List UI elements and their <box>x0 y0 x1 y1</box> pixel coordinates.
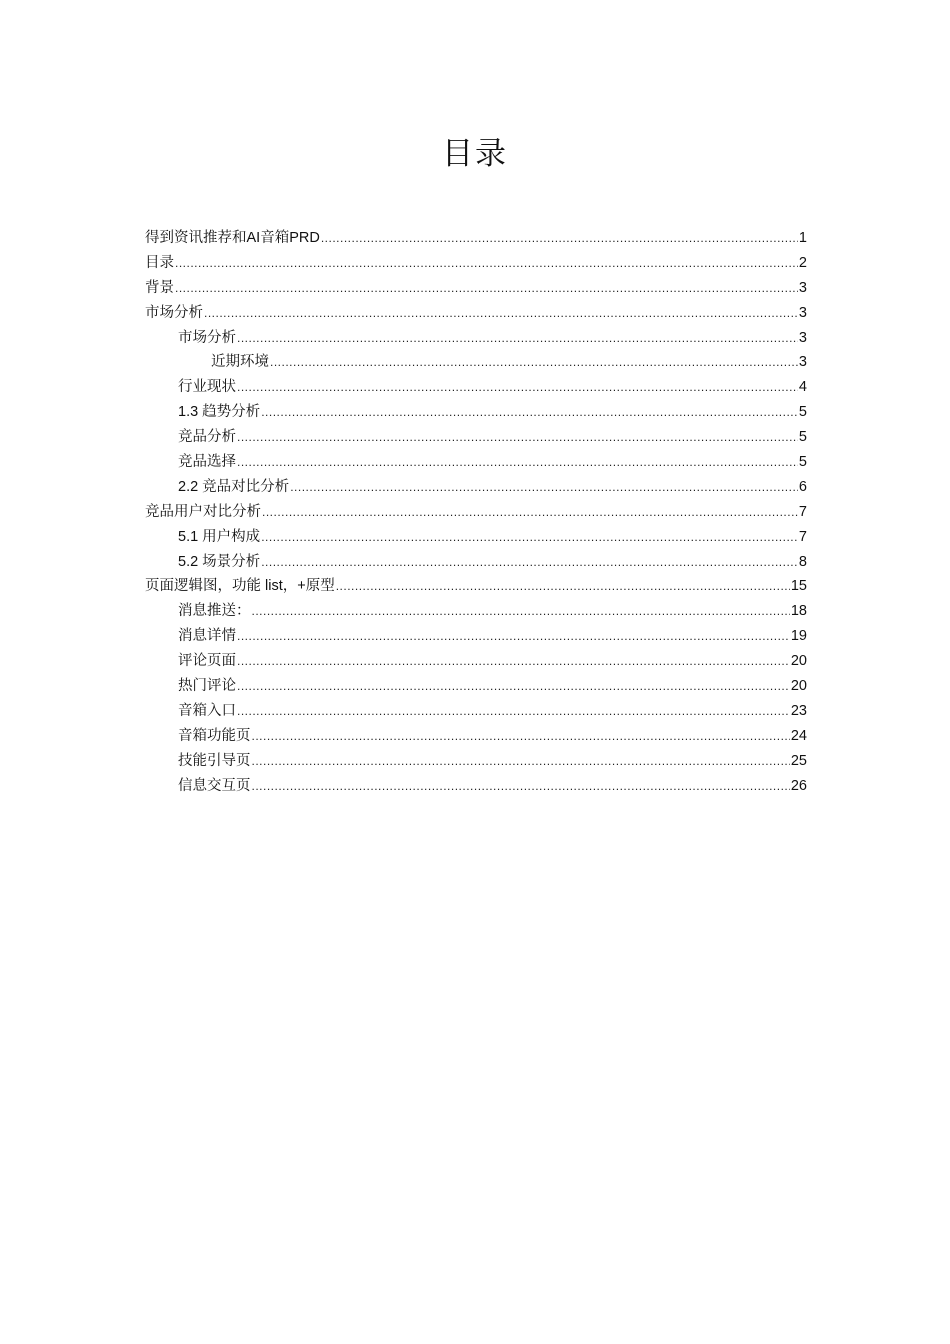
toc-entry-text: 背景 <box>145 279 174 296</box>
toc-entry[interactable] <box>145 550 807 575</box>
toc-page-number: 23 <box>790 702 807 719</box>
toc-dot-leader <box>237 674 790 699</box>
toc-entry-text: 市场分析 <box>145 304 203 321</box>
toc-dot-leader <box>270 350 798 375</box>
toc-entry-text: 评论页面 <box>178 653 236 670</box>
toc-page-number: 5 <box>798 454 807 471</box>
toc-entry-text: 竞品用户对比分析 <box>145 503 261 520</box>
toc-entry-text: 行业现状 <box>178 379 236 396</box>
toc-page-number: 26 <box>790 777 807 794</box>
toc-entry[interactable] <box>145 674 807 699</box>
toc-entry-text: 音箱功能页 <box>178 727 251 744</box>
toc-entry[interactable] <box>145 375 807 400</box>
toc-dot-leader <box>237 649 790 674</box>
toc-page-number: 19 <box>790 628 807 645</box>
toc-page-number: 5 <box>798 404 807 421</box>
toc-entry[interactable] <box>145 649 807 674</box>
toc-entry-text: 竞品选择 <box>178 454 236 471</box>
toc-page-number: 3 <box>798 354 807 371</box>
toc-dot-leader <box>252 749 790 774</box>
toc-entry[interactable] <box>145 525 807 550</box>
toc-dot-leader <box>290 475 798 500</box>
toc-page-number: 3 <box>798 304 807 321</box>
toc-dot-leader <box>261 525 798 550</box>
toc-page-number: 8 <box>798 553 807 570</box>
toc-dot-leader <box>252 724 790 749</box>
toc-dot-leader <box>252 599 790 624</box>
toc-dot-leader <box>237 375 798 400</box>
toc-page-number: 6 <box>798 478 807 495</box>
toc-entry-text: 竞品分析 <box>178 429 236 446</box>
toc-entry[interactable] <box>145 475 807 500</box>
toc-entry-text: 2.2 竞品对比分析 <box>178 478 290 495</box>
toc-title: 目录 <box>442 136 508 172</box>
toc-dot-leader <box>321 226 798 251</box>
toc-page-number: 15 <box>790 578 807 595</box>
toc-dot-leader <box>237 326 798 351</box>
toc-entry[interactable] <box>145 276 807 301</box>
toc-list <box>145 226 807 798</box>
toc-dot-leader <box>262 500 798 525</box>
toc-dot-leader <box>204 301 798 326</box>
toc-dot-leader <box>175 276 798 301</box>
toc-dot-leader <box>237 699 790 724</box>
toc-entry-text: 音箱入口 <box>178 702 236 719</box>
toc-page-number: 2 <box>798 254 807 271</box>
toc-entry-text: 5.1 用户构成 <box>178 528 261 545</box>
toc-page-number: 18 <box>790 603 807 620</box>
toc-entry[interactable] <box>145 599 807 624</box>
toc-entry-text: 市场分析 <box>178 329 236 346</box>
toc-entry[interactable] <box>145 774 807 799</box>
toc-dot-leader <box>261 550 798 575</box>
toc-page-number: 20 <box>790 678 807 695</box>
toc-entry-text: 热门评论 <box>178 678 236 695</box>
toc-entry[interactable] <box>145 724 807 749</box>
toc-entry[interactable] <box>145 624 807 649</box>
toc-dot-leader <box>237 425 798 450</box>
toc-dot-leader <box>252 774 790 799</box>
toc-entry-text: 近期环境 <box>211 354 269 371</box>
toc-page-number: 1 <box>798 230 807 246</box>
toc-entry-text: 消息推送： <box>178 603 251 620</box>
toc-entry[interactable] <box>145 251 807 276</box>
toc-entry[interactable] <box>145 425 807 450</box>
toc-entry[interactable] <box>145 350 807 375</box>
toc-entry[interactable] <box>145 400 807 425</box>
toc-page-number: 24 <box>790 727 807 744</box>
toc-entry[interactable] <box>145 226 807 251</box>
toc-dot-leader <box>237 450 798 475</box>
toc-page-number: 4 <box>798 379 807 396</box>
toc-entry-text: 得到资讯推荐和AI音箱PRD <box>145 230 320 246</box>
toc-page-number: 7 <box>798 503 807 520</box>
toc-dot-leader <box>237 624 790 649</box>
toc-dot-leader <box>261 400 798 425</box>
toc-entry-text: 技能引导页 <box>178 752 251 769</box>
toc-entry[interactable] <box>145 500 807 525</box>
toc-entry[interactable] <box>145 574 807 599</box>
toc-entry[interactable] <box>145 301 807 326</box>
toc-page-number: 7 <box>798 528 807 545</box>
toc-page-number: 3 <box>798 279 807 296</box>
toc-page-number: 3 <box>798 329 807 346</box>
toc-page-number: 20 <box>790 653 807 670</box>
toc-dot-leader <box>175 251 798 276</box>
toc-entry-text: 消息详情 <box>178 628 236 645</box>
toc-entry[interactable] <box>145 749 807 774</box>
toc-entry-text: 目录 <box>145 254 174 271</box>
toc-page-number: 5 <box>798 429 807 446</box>
toc-dot-leader <box>336 574 790 599</box>
toc-page-number: 25 <box>790 752 807 769</box>
toc-entry-text: 页面逻辑图，功能 list，+原型 <box>145 578 335 595</box>
toc-entry-text: 1.3 趋势分析 <box>178 404 261 421</box>
toc-entry[interactable] <box>145 326 807 351</box>
toc-entry-text: 5.2 场景分析 <box>178 553 261 570</box>
toc-entry[interactable] <box>145 699 807 724</box>
toc-entry-text: 信息交互页 <box>178 777 251 794</box>
toc-entry[interactable] <box>145 450 807 475</box>
